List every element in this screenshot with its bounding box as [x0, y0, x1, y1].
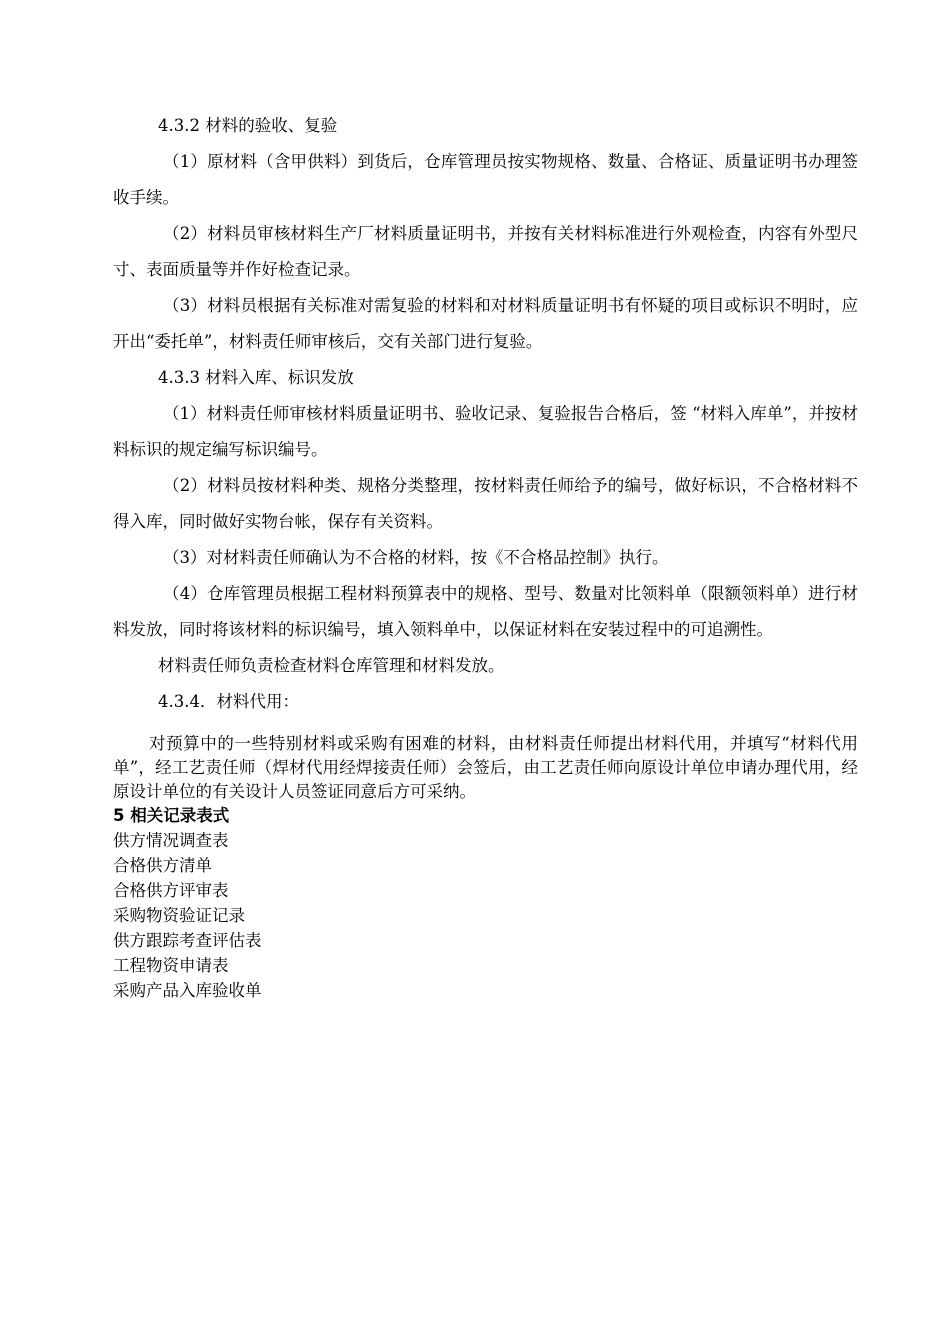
- paragraph-4-3-3-3: （3）对材料责任师确认为不合格的材料，按《不合格品控制》执行。: [163, 548, 669, 567]
- document-page: [113, 108, 858, 1003]
- paragraph-4-3-2-2: （2）材料员审核材料生产厂材料质量证明书，并按有关材料标准进行外观检查，内容有外型尺寸、表面质量等并作好检查记录。: [113, 224, 858, 279]
- section-heading-4-3-2: 4.3.2 材料的验收、复验: [158, 116, 338, 135]
- section-heading-4-3-3: 4.3.3 材料入库、标识发放: [158, 368, 354, 387]
- paragraph-4-3-2-3: （3）材料员根据有关标准对需复验的材料和对材料质量证明书有怀疑的项目或标识不明时，应开出“委托单”，材料责任师审核后，交有关部门进行复验。: [113, 296, 858, 351]
- paragraph-4-3-2-1: （1）原材料（含甲供料）到货后，仓库管理员按实物规格、数量、合格证、质量证明书办理签收手续。: [113, 152, 858, 207]
- list-item: 供方跟踪考查评估表: [113, 931, 262, 950]
- paragraph-4-3-3-2: （2）材料员按材料种类、规格分类整理，按材料责任师给予的编号，做好标识，不合格材料不得入库，同时做好实物台帐，保存有关资料。: [113, 476, 858, 531]
- paragraph-4-3-4-body: 对预算中的一些特别材料或采购有困难的材料，由材料责任师提出材料代用，并填写“材料代用单”，经工艺责任师（焊材代用经焊接责任师）会签后，由工艺责任师向原设计单位申请办理代用，经原设计单位的有关设计人员签证同意后方可采纳。: [113, 734, 858, 801]
- list-item: 采购物资验证记录: [113, 906, 245, 925]
- list-item: 工程物资申请表: [113, 956, 229, 975]
- list-item: 合格供方清单: [113, 856, 212, 875]
- section-heading-5: 5 相关记录表式: [113, 806, 230, 825]
- list-item: 合格供方评审表: [113, 881, 229, 900]
- records-list: [113, 828, 858, 1003]
- list-item: 供方情况调查表: [113, 831, 229, 850]
- paragraph-4-3-3-1: （1）材料责任师审核材料质量证明书、验收记录、复验报告合格后，签 “材料入库单”，并按材料标识的规定编写标识编号。: [113, 404, 858, 459]
- section-heading-4-3-4: 4.3.4．材料代用：: [158, 692, 299, 711]
- paragraph-4-3-3-4: （4）仓库管理员根据工程材料预算表中的规格、型号、数量对比领料单（限额领料单）进行材料发放，同时将该材料的标识编号，填入领料单中，以保证材料在安装过程中的可追溯性。: [113, 584, 858, 639]
- paragraph-4-3-3-note: 材料责任师负责检查材料仓库管理和材料发放。: [158, 656, 505, 675]
- list-item: 采购产品入库验收单: [113, 981, 262, 1000]
